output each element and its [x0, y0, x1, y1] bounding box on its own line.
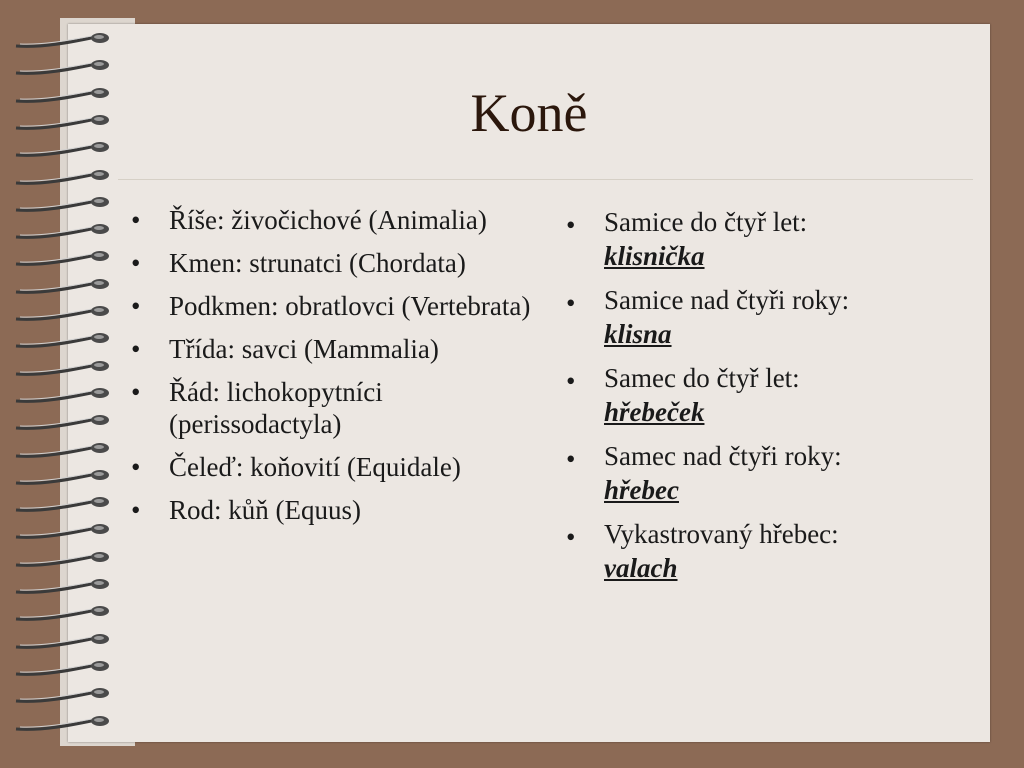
list-item: • Třída: savci (Mammalia)	[169, 333, 549, 365]
title-divider	[118, 179, 973, 180]
term-label: • Samec do čtyř let:	[604, 363, 800, 393]
list-item: • Říše: živočichové (Animalia)	[169, 204, 549, 236]
spiral-ring-icon	[12, 248, 112, 268]
spiral-ring-icon	[12, 603, 112, 623]
spiral-ring-icon	[12, 412, 112, 432]
list-item: • Rod: kůň (Equus)	[169, 494, 549, 526]
slide-title: Koně	[470, 83, 588, 143]
spiral-ring-icon	[12, 521, 112, 541]
list-item: • Řád: lichokopytníci (perissodactyla)	[169, 376, 549, 440]
term-word: valach	[604, 553, 678, 583]
term-word: klisnička	[604, 241, 705, 271]
spiral-ring-icon	[12, 385, 112, 405]
spiral-ring-icon	[12, 139, 112, 159]
spiral-ring-icon	[12, 30, 112, 50]
list-item	[604, 516, 944, 584]
spiral-ring-icon	[12, 194, 112, 214]
spiral-ring-icon	[12, 330, 112, 350]
list-item: • Podkmen: obratlovci (Vertebrata)	[169, 290, 549, 322]
taxonomy-list	[169, 204, 549, 537]
spiral-ring-icon	[12, 685, 112, 705]
spiral-ring-icon	[12, 57, 112, 77]
spiral-ring-icon	[12, 631, 112, 651]
spiral-ring-icon	[12, 467, 112, 487]
spiral-ring-icon	[12, 276, 112, 296]
list-item: • Kmen: strunatci (Chordata)	[169, 247, 549, 279]
list-item	[604, 360, 944, 428]
list-item	[604, 438, 944, 506]
term-word: hřebeček	[604, 397, 705, 427]
list-item	[604, 282, 944, 350]
spiral-ring-icon	[12, 167, 112, 187]
term-label: • Vykastrovaný hřebec:	[604, 519, 839, 549]
spiral-ring-icon	[12, 658, 112, 678]
term-label: • Samice nad čtyři roky:	[604, 285, 850, 315]
spiral-ring-icon	[12, 713, 112, 733]
spiral-ring-icon	[12, 494, 112, 514]
list-item	[604, 204, 944, 272]
spiral-ring-icon	[12, 221, 112, 241]
term-word: klisna	[604, 319, 672, 349]
terminology-list	[604, 204, 944, 594]
slide-page	[68, 24, 990, 742]
spiral-ring-icon	[12, 576, 112, 596]
term-label: • Samec nad čtyři roky:	[604, 441, 842, 471]
term-label: • Samice do čtyř let:	[604, 207, 808, 237]
spiral-ring-icon	[12, 303, 112, 323]
term-word: hřebec	[604, 475, 679, 505]
list-item: • Čeleď: koňovití (Equidale)	[169, 451, 549, 483]
spiral-ring-icon	[12, 549, 112, 569]
spiral-ring-icon	[12, 358, 112, 378]
spiral-ring-icon	[12, 112, 112, 132]
spiral-ring-icon	[12, 440, 112, 460]
spiral-ring-icon	[12, 85, 112, 105]
